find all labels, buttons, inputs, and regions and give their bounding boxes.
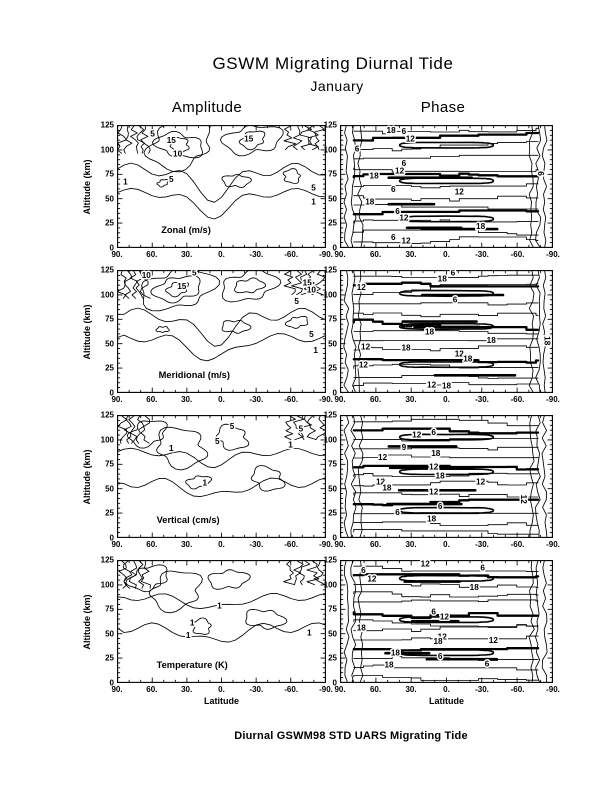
contour-label: 1 [311,197,316,207]
contour-label: 6 [431,607,436,617]
x-tick-label: -60. [510,395,525,404]
contour-label: 12 [405,134,415,144]
x-tick-label: 90. [111,395,123,404]
y-tick-label: 125 [100,555,114,565]
y-tick-label: 125 [323,265,337,275]
x-tick-label: -90. [319,395,333,404]
contour-label: 12 [367,574,377,584]
contour-label: 18 [390,648,400,658]
y-tick-label: 125 [100,265,114,275]
contour-label: 18 [469,583,479,593]
y-tick-label: 50 [328,629,337,639]
contour-label: 12 [427,380,437,390]
contour-label: 6 [395,508,400,518]
x-tick-label: -30. [249,685,264,694]
y-tick-label: 25 [105,653,114,663]
contour-label: 12 [476,477,486,487]
x-tick-label: 60. [146,540,158,549]
x-tick-label: 0. [443,250,450,259]
contour-label: 18 [427,514,437,524]
x-tick-label: -30. [249,540,264,549]
contour-label: 12 [439,612,449,622]
contour-label: 18 [435,471,445,481]
y-tick-label: 0 [332,243,337,253]
contour-label: 1 [169,444,174,454]
contour-label: 12 [358,360,368,370]
y-tick-label: 0 [332,533,337,543]
contour-label: 5 [294,296,299,306]
x-tick-label: 0. [443,395,450,404]
figure-subtitle: January [310,78,364,94]
contour-label: 15 [177,282,187,291]
contour-label: 5 [298,424,304,434]
y-tick-label: 25 [105,363,114,373]
x-tick-label: -30. [475,250,489,259]
x-tick-label: 90. [111,250,123,259]
x-tick-label: 30. [181,395,193,404]
x-tick-label: 0. [443,685,450,694]
y-tick-label: 75 [105,459,114,469]
y-tick-label: 75 [328,314,337,324]
contour-label: 15 [244,134,254,144]
contour-label: 12 [399,213,409,223]
contour-label: 1 [307,628,312,638]
x-tick-label: 60. [146,250,158,259]
contour-label: 1 [189,618,195,628]
y-tick-label: 25 [328,363,337,373]
y-tick-label: 100 [323,290,337,300]
contour-label: 18 [365,197,375,207]
contour-plot-zonal-amplitude [117,125,326,248]
x-tick-label: 90. [111,540,123,549]
x-axis-label: Latitude [204,696,239,706]
x-tick-label: 30. [405,395,417,404]
y-tick-label: 50 [105,194,114,204]
contour-label: 18 [476,221,486,231]
contour-label: 18 [463,354,473,364]
contour-label: 12 [454,187,464,197]
contour-label: 12 [395,166,405,176]
x-tick-label: -60. [510,250,525,259]
x-tick-label: 0. [218,250,225,259]
y-axis-label: Altitude (km) [82,594,92,649]
contour-label: 6 [361,565,366,575]
x-tick-label: -30. [249,250,264,259]
x-tick-label: -90. [319,685,333,694]
y-tick-label: 25 [105,218,114,228]
x-tick-label: 60. [369,540,382,549]
contour-label: 12 [437,632,447,642]
x-tick-label: -60. [284,395,299,404]
column-header-amplitude: Amplitude [171,99,243,116]
contour-label: 1 [202,478,208,488]
x-tick-label: -90. [546,250,560,259]
x-tick-label: -60. [284,540,299,549]
contour-label: 18 [356,623,366,633]
x-tick-label: -90. [319,540,333,549]
contour-label: 12 [429,487,439,497]
contour-plot-meridional-phase [340,270,553,393]
y-tick-label: 75 [105,169,114,179]
contour-label: 12 [356,283,366,293]
contour-label: 9 [401,443,407,452]
y-tick-label: 50 [105,484,114,494]
contour-label: 18 [401,343,411,353]
contour-label: 6 [391,185,396,194]
contour-label: 6 [437,502,443,511]
y-axis-label: Altitude (km) [82,304,92,359]
contour-label: 6 [484,659,490,669]
x-tick-label: 0. [443,540,450,549]
y-tick-label: 75 [105,314,114,324]
contour-label: 18 [386,125,396,135]
y-tick-label: 25 [328,508,337,518]
contour-label: 12 [429,462,439,472]
x-tick-label: -60. [510,540,525,549]
y-tick-label: 100 [323,145,337,155]
contour-label: 6 [401,159,407,169]
y-tick-label: 50 [328,484,337,494]
x-tick-label: 0. [218,395,225,404]
y-tick-label: 100 [323,435,337,445]
contour-label: 18 [382,483,392,493]
contour-label: 12 [420,560,430,569]
contour-label: 10 [306,285,316,295]
x-tick-label: 30. [181,685,193,694]
contour-label: 12 [412,430,422,440]
y-tick-label: 25 [328,653,337,663]
x-tick-label: -60. [284,685,299,694]
contour-plot-meridional-amplitude [117,270,326,393]
contour-label: 6 [480,563,485,573]
x-tick-label: -30. [249,395,264,404]
y-tick-label: 25 [328,218,337,228]
contour-label: 6 [395,207,400,217]
x-tick-label: -30. [475,540,489,549]
contour-label: Meridional (m/s) [158,370,230,381]
x-tick-label: 30. [181,250,193,259]
x-tick-label: 30. [405,250,417,259]
contour-label: Zonal (m/s) [161,225,211,236]
contour-label: 18 [433,637,443,647]
contour-label: 12 [454,349,464,359]
y-tick-label: 125 [323,120,337,130]
x-tick-label: -90. [546,395,560,404]
contour-plot-temperature-phase [340,560,553,683]
contour-label: 12 [361,342,371,352]
contour-label: 1 [313,346,318,355]
x-axis-label: Latitude [429,696,464,706]
contour-label: 6 [452,295,458,305]
y-tick-label: 75 [328,169,337,179]
contour-label: 1 [123,177,128,187]
y-tick-label: 125 [100,120,114,130]
x-tick-label: -30. [475,685,489,694]
x-tick-label: -60. [284,250,299,259]
y-axis-label: Altitude (km) [82,159,92,214]
contour-label: 12 [401,236,411,246]
x-tick-label: 60. [369,395,382,404]
contour-label: 12 [488,636,498,645]
contour-label: 10 [173,149,183,159]
contour-plot-temperature-amplitude [117,560,326,683]
contour-label: 5 [192,270,197,278]
contour-label: 6 [391,232,396,242]
y-tick-label: 100 [323,580,337,590]
x-tick-label: -60. [510,685,525,694]
y-tick-label: 25 [105,508,114,518]
y-tick-label: 125 [323,410,337,420]
column-header-phase: Phase [420,99,466,116]
x-tick-label: 60. [369,250,382,259]
y-tick-label: 0 [109,533,114,543]
y-tick-label: 75 [328,459,337,469]
contour-label: 18 [431,449,441,459]
figure-title: GSWM Migrating Diurnal Tide [212,54,454,73]
x-tick-label: -90. [319,250,333,259]
figure-caption: Diurnal GSWM98 STD UARS Migrating Tide [234,730,468,742]
contour-label: 5 [215,436,220,446]
y-tick-label: 100 [100,580,114,590]
contour-label: 1 [217,601,222,611]
y-tick-label: 100 [100,145,114,155]
contour-label: 6 [431,428,436,438]
contour-label: 12 [375,477,386,487]
contour-label: 18 [486,336,496,346]
y-tick-label: 75 [328,604,337,614]
x-tick-label: 90. [334,250,346,259]
contour-label: 18 [441,381,452,391]
y-tick-label: 75 [105,604,114,614]
x-tick-label: 0. [218,540,225,549]
y-tick-label: 50 [105,629,114,639]
contour-label: 6 [437,651,443,661]
contour-label: 15 [302,278,312,288]
y-tick-label: 50 [328,194,337,204]
contour-label: 6 [536,171,546,176]
x-tick-label: 60. [146,395,158,404]
x-tick-label: 60. [146,685,158,694]
y-tick-label: 50 [105,339,114,349]
contour-label: 10 [141,270,151,280]
contour-label: 6 [354,144,360,154]
contour-label: 6 [401,127,407,137]
contour-label: Temperature (K) [156,660,228,671]
contour-plot-vertical-amplitude [117,415,326,538]
x-tick-label: -30. [475,395,489,404]
x-tick-label: -90. [546,685,560,694]
contour-label: 12 [378,452,388,462]
y-tick-label: 50 [328,339,337,349]
contour-label: 18 [542,336,552,346]
contour-plot-vertical-phase [340,415,553,538]
x-tick-label: 60. [369,685,382,694]
y-axis-label: Altitude (km) [82,449,92,504]
y-tick-label: 0 [109,243,114,253]
x-tick-label: 0. [218,685,225,694]
contour-label: 5 [150,129,155,139]
contour-label: 18 [369,171,379,181]
contour-label: 1 [185,631,191,640]
x-tick-label: 90. [334,540,346,549]
contour-label: 15 [166,135,176,145]
x-tick-label: 90. [334,685,346,694]
y-tick-label: 125 [100,410,114,420]
contour-label: 1 [288,440,293,450]
contour-label: 5 [229,422,235,432]
y-tick-label: 0 [332,678,337,688]
y-tick-label: 100 [100,435,114,445]
x-tick-label: -90. [546,540,560,549]
y-tick-label: 125 [323,555,337,565]
contour-label: 18 [384,660,394,670]
x-tick-label: 30. [405,685,417,694]
y-tick-label: 0 [109,388,114,398]
contour-plot-zonal-phase [340,125,553,248]
x-tick-label: 30. [181,540,193,549]
x-tick-label: 90. [111,685,123,694]
contour-label: 5 [169,175,174,185]
contour-label: 12 [519,494,529,504]
contour-label: 5 [311,183,316,193]
x-tick-label: 90. [334,395,346,404]
contour-label: Vertical (cm/s) [156,515,220,526]
y-tick-label: 100 [100,290,114,300]
y-tick-label: 0 [332,388,337,398]
contour-label: 5 [309,330,314,339]
contour-label: 18 [437,274,447,284]
contour-label: 18 [424,327,435,337]
x-tick-label: 30. [405,540,417,549]
contour-label: 6 [450,270,456,278]
y-tick-label: 0 [109,678,114,688]
